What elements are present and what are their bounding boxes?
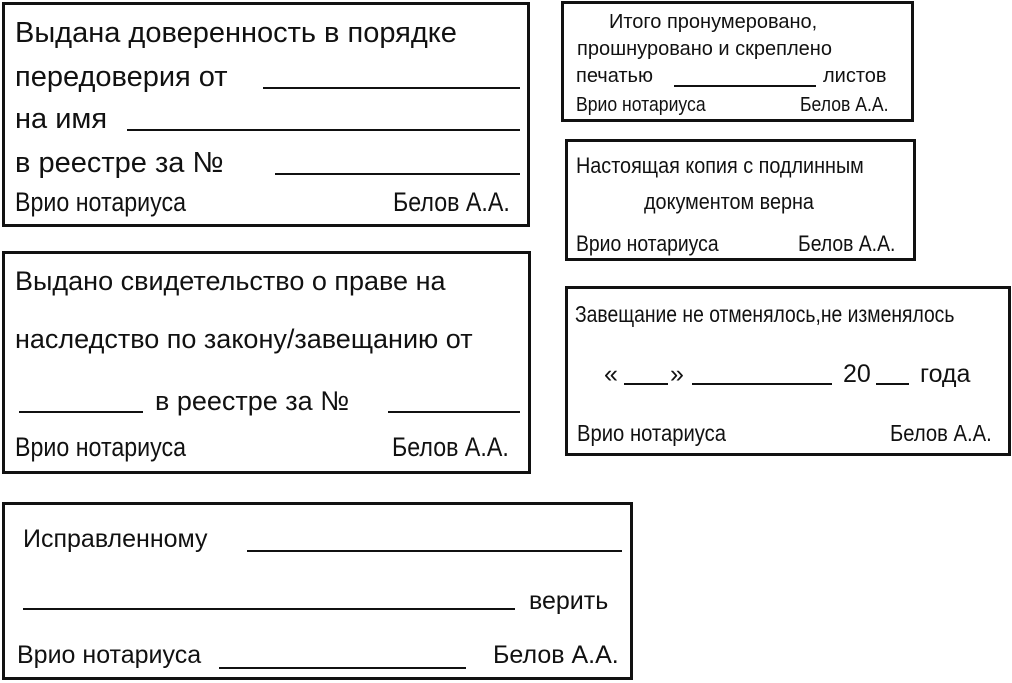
stamp-text-line: прошнуровано и скреплено [577,38,832,60]
stamp-text-line: Итого пронумеровано, [609,11,818,33]
stamp-text-line: в реестре за № [15,147,224,179]
blank-line-month [692,383,832,385]
notary-name: Белов А.А. [798,231,896,256]
stamp-text-line: наследство по закону/завещанию от [15,324,473,354]
stamp-corrected [2,502,633,680]
blank-line-registry [388,411,520,413]
blank-line-sheets [674,85,816,87]
blank-line-date [263,87,520,89]
stamp-text-line: верить [529,587,609,615]
stamp-power-of-attorney [2,2,530,227]
stamp-text-line: Выдано свидетельство о праве на [15,266,446,296]
notary-role: Врио нотариуса [15,187,187,217]
notary-name: Белов А.А. [800,94,889,116]
stamp-inheritance [2,251,531,474]
stamp-text-line: передоверия от [15,61,228,93]
blank-line-date [19,411,143,413]
year-prefix: 20 [843,360,871,388]
year-suffix: года [920,360,971,388]
notary-role: Врио нотариуса [576,94,706,116]
blank-line-corrected-2 [23,608,515,610]
stamp-bound-numbered [561,1,914,122]
notary-role: Врио нотариуса [15,432,187,462]
blank-line-name [127,129,520,131]
notary-name: Белов А.А. [890,420,992,446]
stamp-text-line: документом верна [644,189,814,214]
stamp-text-line: на имя [15,103,108,135]
notary-role: Врио нотариуса [576,231,719,256]
notary-role: Врио нотариуса [577,420,727,446]
blank-line-day [624,383,668,385]
stamp-will-not-revoked [565,286,1011,456]
stamp-text-line: в реестре за № [155,386,350,416]
quote-open: « [604,360,618,388]
stamp-true-copy [565,139,916,261]
notary-role: Врио нотариуса [17,641,202,669]
blank-line-year [876,383,909,385]
stamp-text-line: печатью [576,65,653,87]
quote-close: » [670,360,684,388]
stamp-text-line: Завещание не отменялось,не изменялось [575,301,955,327]
stamp-text-line: Настоящая копия с подлинным [576,153,864,178]
blank-line-signature [219,667,466,669]
blank-line-corrected [247,550,622,552]
stamp-text-line: Исправленному [23,525,208,553]
notary-name: Белов А.А. [493,641,619,669]
blank-line-registry [275,173,520,175]
notary-name: Белов А.А. [392,432,509,462]
stamp-text-line: листов [823,65,887,87]
stamp-text-line: Выдана доверенность в порядке [15,17,457,49]
notary-name: Белов А.А. [393,187,510,217]
